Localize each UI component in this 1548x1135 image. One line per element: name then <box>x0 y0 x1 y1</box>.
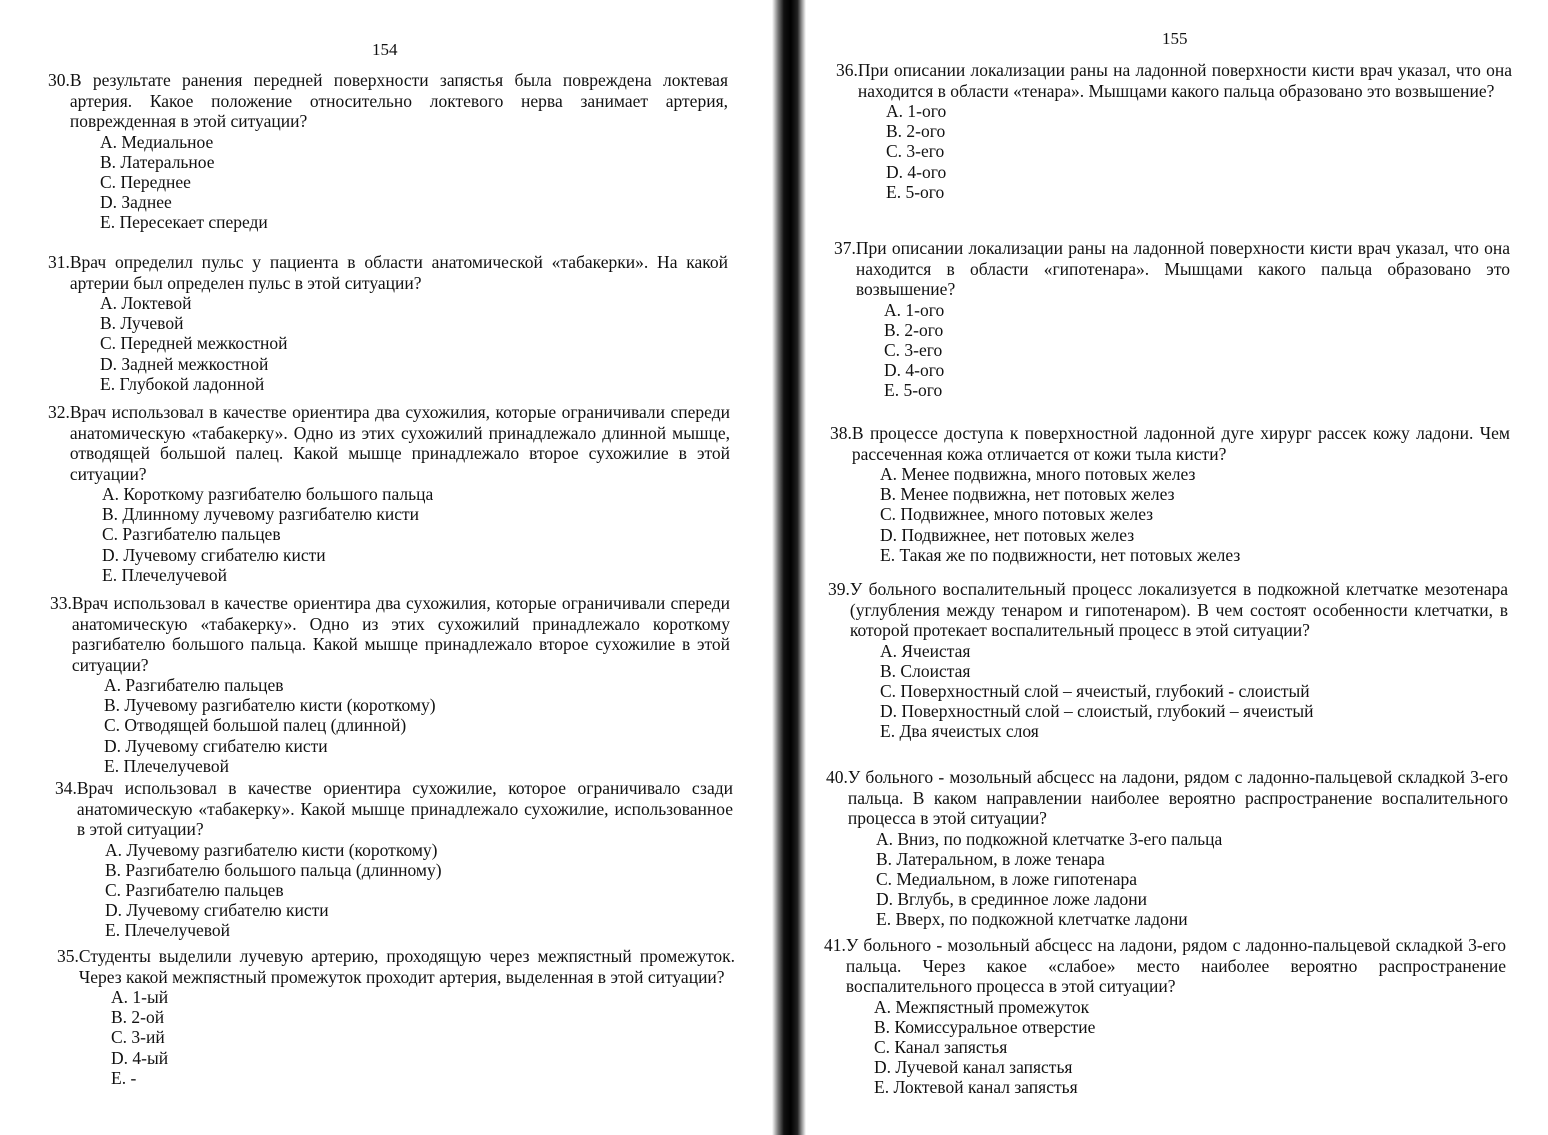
answer-option: E. Плечелучевой <box>105 920 231 941</box>
question-text: В процессе доступа к поверхностной ладонной дуге хирург рассек кожу ладони. Чем рассеченная кожа отличается от кожи тыла кисти? <box>851 423 1510 464</box>
answer-option: E. Глубокой ладонной <box>100 373 265 394</box>
answer-option: E. Такая же по подвижности, нет потовых желез <box>880 544 1241 565</box>
answer-option: C. Подвижнее, много потовых желез <box>880 504 1154 525</box>
answer-option: B. Латеральном, в ложе тенара <box>876 848 1105 869</box>
answer-option: E. Вверх, по подкожной клетчатке ладони <box>876 909 1188 930</box>
question-number: 34. <box>55 778 77 798</box>
answer-option: A. Короткому разгибателю большого пальца <box>102 484 434 504</box>
question-text: Студенты выделили лучевую артерию, проходящую через межпястный промежуток. Через какой межпястный промежуток проходит артерия, выделенная в этой ситуации? <box>78 946 735 987</box>
answer-option: D. 4-ого <box>884 360 945 381</box>
page-number: 155 <box>1162 29 1188 48</box>
answer-option: C. Переднее <box>100 171 191 192</box>
question-number: 35. <box>57 946 79 966</box>
question-32 <box>48 402 730 585</box>
answer-options <box>884 300 1510 401</box>
answer-option: D. Вглубь, в срединное ложе ладони <box>876 889 1147 910</box>
answer-option: C. Отводящей большой палец (длинной) <box>104 715 407 736</box>
answer-option: A. Вниз, по подкожной клетчатке 3-его пальца <box>876 828 1223 849</box>
answer-option: E. - <box>111 1067 137 1088</box>
answer-option: B. Лучевой <box>100 313 184 334</box>
answer-option: C. 3-ий <box>111 1027 165 1048</box>
question-number: 37. <box>834 238 856 258</box>
question-number: 32. <box>48 402 70 422</box>
question-text: У больного воспалительный процесс локализуется в подкожной клетчатке мезотенара (углубления между тенаром и гипотенаром). В чем состоят особенности клетчатки, в которой протекает воспалительный процесс в этой ситуации? <box>849 579 1508 640</box>
answer-option: B. 2-ого <box>886 121 946 142</box>
answer-option: E. 5-ого <box>884 380 943 401</box>
question-number: 39. <box>828 579 850 599</box>
answer-option: D. Лучевой канал запястья <box>874 1057 1073 1078</box>
answer-option: C. 3-его <box>884 339 943 360</box>
question-40 <box>826 767 1508 930</box>
answer-options <box>100 293 728 394</box>
answer-options <box>102 484 730 585</box>
answer-option: A. 1-ого <box>884 299 945 320</box>
answer-option: A. 1-ого <box>886 101 947 121</box>
question-34 <box>55 778 733 941</box>
answer-option: A. Лучевому разгибателю кисти (короткому) <box>105 839 438 860</box>
answer-option: A. Медиальное <box>100 131 214 152</box>
answer-option: A. Разгибателю пальцев <box>104 675 284 695</box>
answer-options <box>111 987 735 1088</box>
question-37 <box>834 238 1510 401</box>
answer-option: B. Латеральное <box>100 151 215 172</box>
answer-option: C. Канал запястья <box>874 1036 1008 1057</box>
question-number: 31. <box>48 252 70 272</box>
question-number: 30. <box>48 70 70 90</box>
answer-option: D. Подвижнее, нет потовых желез <box>880 524 1135 545</box>
answer-option: D. Заднее <box>100 192 172 213</box>
right-page <box>800 0 1548 1135</box>
answer-option: D. 4-ого <box>886 161 947 182</box>
question-text: У больного - мозольный абсцесс на ладони, рядом с ладонно-пальцевой складкой 3-его пальца. В каком направлении наиболее вероятно распространение воспалительного процесса в этой ситуации? <box>847 767 1508 828</box>
page-number: 154 <box>372 40 398 59</box>
answer-options <box>105 840 733 941</box>
question-36 <box>836 60 1512 202</box>
question-text: У больного - мозольный абсцесс на ладони, рядом с ладонно-пальцевой складкой 3-его пальца. Через какое «слабое» место наиболее вероятно распространение воспалительного процесса в этой ситуации? <box>845 935 1506 996</box>
question-text: При описании локализации раны на ладонной поверхности кисти врач указал, что она находится в области «гипотенара». Мышцами какого пальца образовано это возвышение? <box>855 238 1510 299</box>
answer-option: E. Пересекает спереди <box>100 212 268 233</box>
answer-option: C. 3-его <box>886 141 945 162</box>
answer-option: E. Локтевой канал запястья <box>874 1077 1078 1098</box>
answer-option: A. Менее подвижна, много потовых желез <box>880 464 1196 484</box>
answer-options <box>880 464 1510 565</box>
answer-option: C. Поверхностный слой – ячеистый, глубокий - слоистый <box>880 680 1310 701</box>
answer-option: D. Лучевому сгибателю кисти <box>102 544 326 565</box>
question-39 <box>828 579 1508 742</box>
answer-options <box>100 132 728 233</box>
answer-option: B. Длинному лучевому разгибателю кисти <box>102 504 420 525</box>
answer-option: C. Передней межкостной <box>100 333 288 354</box>
question-number: 36. <box>836 60 858 80</box>
answer-options <box>886 101 1512 202</box>
answer-option: D. Лучевому сгибателю кисти <box>105 900 329 921</box>
question-35 <box>57 946 735 1088</box>
question-41 <box>824 935 1506 1098</box>
question-number: 38. <box>830 423 852 443</box>
question-number: 41. <box>824 935 846 955</box>
answer-option: C. Медиальном, в ложе гипотенара <box>876 868 1137 889</box>
answer-option: D. Поверхностный слой – слоистый, глубокий – ячеистый <box>880 701 1314 722</box>
answer-option: E. Плечелучевой <box>102 564 228 585</box>
answer-option: D. 4-ый <box>111 1047 169 1068</box>
answer-options <box>874 997 1506 1098</box>
answer-option: E. Плечелучевой <box>104 755 230 776</box>
answer-option: E. Два ячеистых слоя <box>880 721 1039 742</box>
question-text: Врач использовал в качестве ориентира сухожилие, которое ограничивало сзади анатомическую «табакерку». Какой мышце принадлежало сухожилие, использованное в этой ситуации? <box>76 778 733 839</box>
answer-option: A. Межпястный промежуток <box>874 996 1090 1017</box>
question-number: 33. <box>50 593 72 613</box>
question-30 <box>48 70 728 233</box>
question-33 <box>50 593 730 776</box>
answer-options <box>104 675 730 776</box>
answer-option: D. Задней межкостной <box>100 353 269 374</box>
left-page <box>0 0 770 1135</box>
question-number: 40. <box>826 767 848 787</box>
answer-option: B. Комиссуральное отверстие <box>874 1016 1096 1037</box>
answer-option: A. Ячеистая <box>880 640 971 661</box>
answer-option: C. Разгибателю пальцев <box>105 879 284 900</box>
answer-option: E. 5-ого <box>886 181 945 202</box>
answer-option: D. Лучевому сгибателю кисти <box>104 735 328 756</box>
question-text: При описании локализации раны на ладонной поверхности кисти врач указал, что она находится в области «тенара». Мышцами какого пальца образовано это возвышение? <box>857 60 1512 101</box>
answer-option: A. 1-ый <box>111 987 169 1007</box>
answer-options <box>880 641 1508 742</box>
question-31 <box>48 252 728 394</box>
answer-option: B. Слоистая <box>880 660 971 681</box>
answer-option: B. Менее подвижна, нет потовых желез <box>880 484 1175 505</box>
question-38 <box>830 423 1510 565</box>
answer-option: A. Локтевой <box>100 293 192 313</box>
question-text: Врач использовал в качестве ориентира два сухожилия, которые ограничивали спереди анатомическую «табакерку». Одно из этих сухожилий принадлежало короткому разгибателю большого пальца. Какой мышце принадлежало второе сухожилие в этой ситуации? <box>71 593 730 675</box>
answer-option: B. 2-ой <box>111 1007 165 1028</box>
answer-option: B. Лучевому разгибателю кисти (короткому) <box>104 695 436 716</box>
question-text: Врач использовал в качестве ориентира два сухожилия, которые ограничивали спереди анатомическую «табакерку». Одно из этих сухожилий принадлежало длинной мышце, отводящей большой палец. Какой мышце принадлежало второе сухожилие в этой ситуации? <box>69 402 730 484</box>
answer-option: B. Разгибателю большого пальца (длинному) <box>105 859 442 880</box>
answer-option: C. Разгибателю пальцев <box>102 524 281 545</box>
answer-options <box>876 829 1508 930</box>
question-text: В результате ранения передней поверхности запястья была повреждена локтевая артерия. Какое положение относительно локтевого нерва занимает артерия, поврежденная в этой ситуации? <box>69 70 728 131</box>
question-text: Врач определил пульс у пациента в области анатомической «табакерки». На какой артерии был определен пульс в этой ситуации? <box>69 252 728 293</box>
answer-option: B. 2-ого <box>884 319 944 340</box>
